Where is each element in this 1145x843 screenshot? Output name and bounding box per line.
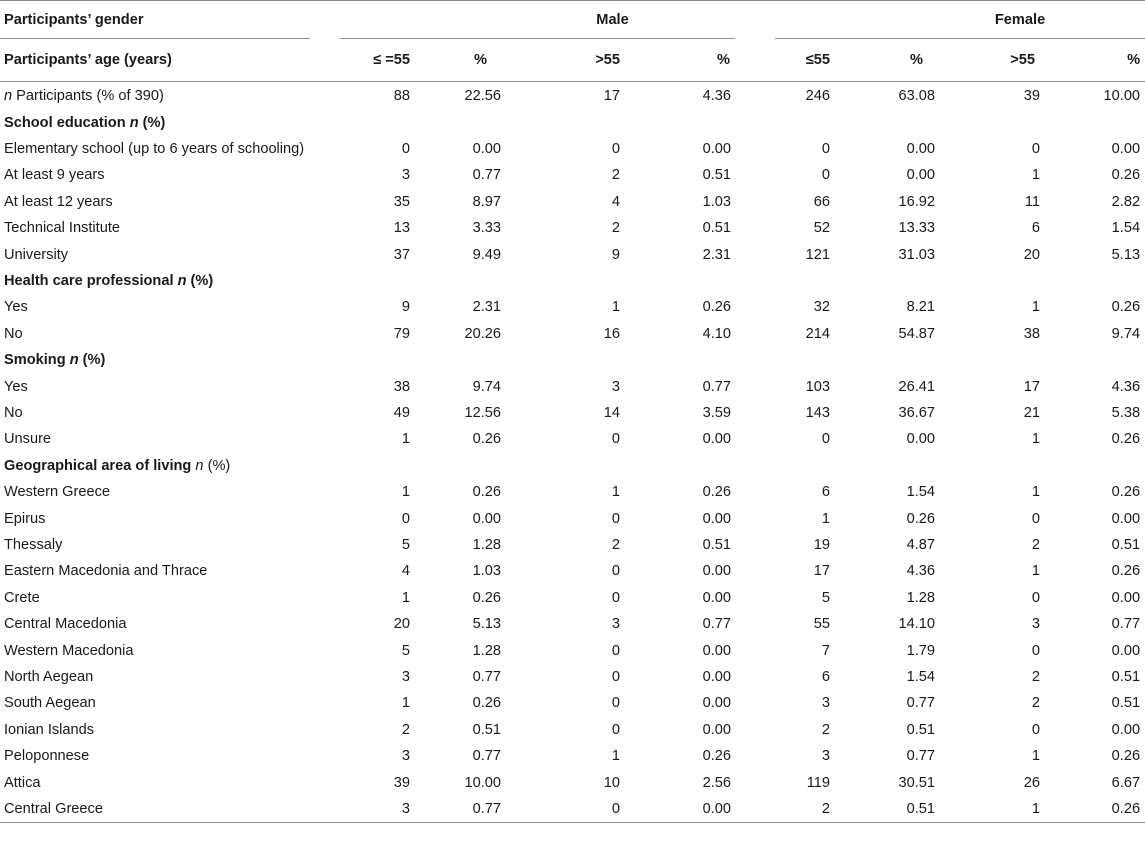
cell: 0.00 (702, 140, 732, 157)
table-row (0, 717, 1145, 743)
table-row (0, 664, 1145, 690)
cell: 5 (401, 642, 410, 659)
cell: 0.51 (472, 721, 501, 738)
cell: 2.31 (702, 246, 732, 263)
table-row (0, 558, 1145, 584)
cell: 0 (401, 140, 410, 157)
col-female-le55-pct: % (910, 52, 924, 68)
table-row (0, 638, 1145, 664)
cell: 0.26 (1111, 431, 1141, 448)
cell: 5.38 (1111, 404, 1141, 421)
cell: 1 (611, 484, 620, 501)
cell: 0.77 (472, 669, 501, 686)
cell: 17 (813, 563, 831, 580)
table-row (0, 506, 1145, 532)
cell: 10.00 (464, 774, 501, 791)
cell: 5 (821, 589, 831, 606)
cell: 0.00 (702, 669, 732, 686)
cell: 10.00 (1103, 87, 1141, 104)
section-title-text: Geographical area of living (4, 457, 192, 474)
table-row (0, 321, 1145, 347)
section-header-row (0, 347, 1145, 373)
cell: 0.77 (410, 796, 515, 823)
cell: 0 (1031, 721, 1041, 738)
cell: 0.00 (702, 563, 732, 580)
cell: 1.54 (1111, 220, 1141, 237)
row-label: At least 12 years (4, 193, 113, 210)
cell: 1 (1031, 748, 1041, 765)
cell: 5 (401, 537, 410, 553)
cell: 31.03 (898, 246, 936, 263)
cell: 0.51 (1111, 669, 1141, 686)
cell: 52 (813, 220, 831, 237)
cell: 9.74 (1111, 325, 1141, 342)
header-row-gender (0, 1, 1145, 40)
cell: 32 (813, 299, 831, 316)
row-label: Epirus (4, 510, 46, 527)
table-row (0, 215, 1145, 241)
cell: 3 (401, 167, 410, 184)
table-row (0, 611, 1145, 637)
cell: 0.00 (906, 167, 936, 184)
table-row (0, 770, 1145, 796)
section-pct: (%) (203, 457, 231, 474)
section-n: n (177, 272, 187, 289)
cell: 2 (735, 796, 830, 823)
cell: 0 (611, 510, 620, 527)
cell: 30.51 (898, 774, 936, 791)
cell: 0.26 (472, 589, 501, 606)
cell: 0.00 (702, 642, 732, 659)
cell: 0.00 (472, 510, 501, 527)
row-label: South Aegean (4, 695, 96, 712)
cell: 0.00 (472, 140, 501, 157)
col-male-gt55: >55 (595, 52, 620, 68)
cell: 0.77 (1111, 616, 1141, 633)
cell: 0 (611, 695, 620, 712)
cell: 1 (1031, 563, 1041, 580)
table-row (0, 294, 1145, 320)
cell: 5.13 (1111, 246, 1141, 263)
table-row (0, 796, 1145, 823)
cell: 0.77 (472, 167, 501, 184)
row-label: No (4, 404, 23, 421)
cell: 0 (821, 431, 831, 448)
cell: 2.56 (702, 774, 732, 791)
cell: 0.00 (1111, 589, 1141, 606)
cell: 2 (611, 537, 620, 553)
cell: 0 (821, 167, 831, 184)
cell: 121 (805, 246, 831, 263)
row-label: Thessaly (4, 537, 63, 553)
cell: 2 (1031, 695, 1041, 712)
cell: 0.26 (1111, 484, 1141, 501)
cell: 0.00 (906, 140, 936, 157)
cell: 4.36 (906, 563, 936, 580)
cell: 1 (1031, 431, 1041, 448)
table-row (0, 585, 1145, 611)
cell: 214 (805, 325, 831, 342)
row-label: Unsure (4, 431, 52, 448)
col-female-gt55-pct: % (1127, 52, 1141, 68)
cell: 19 (813, 537, 831, 553)
table-row (0, 242, 1145, 268)
cell: 1 (611, 748, 620, 765)
gender-label: Participants’ gender (0, 1, 340, 40)
cell: 1 (1031, 484, 1041, 501)
cell: 9 (401, 299, 410, 316)
female-header: Female (735, 1, 1145, 40)
cell: 37 (393, 246, 410, 263)
cell: 3 (611, 378, 620, 395)
row-label: No (4, 325, 23, 342)
cell: 2 (611, 167, 620, 184)
table-row (0, 189, 1145, 215)
row-label: Central Macedonia (4, 616, 127, 633)
cell: 246 (805, 87, 831, 104)
cell: 9.74 (472, 378, 501, 395)
cell: 6 (1031, 220, 1041, 237)
cell: 17 (1023, 378, 1041, 395)
row-label: Peloponnese (4, 748, 90, 765)
cell: 143 (805, 404, 831, 421)
cell: 0.26 (702, 748, 732, 765)
cell: 11 (1024, 193, 1041, 210)
cell: 0 (1031, 642, 1041, 659)
section-pct: (%) (186, 272, 214, 289)
header-row-age (0, 39, 1145, 82)
cell: 8.97 (472, 193, 501, 210)
row-label: At least 9 years (4, 167, 105, 184)
section-pct: (%) (138, 114, 166, 131)
cell: 0.26 (702, 484, 732, 501)
section-n: n (195, 457, 204, 474)
cell: 0 (611, 589, 620, 606)
cell: 21 (1023, 404, 1041, 421)
table-row (0, 162, 1145, 188)
cell: 0.26 (472, 695, 501, 712)
col-female-gt55: >55 (1010, 52, 1036, 68)
cell: 49 (393, 404, 410, 421)
cell: 1.03 (702, 193, 732, 210)
cell: 103 (805, 378, 831, 395)
row-label: Central Greece (0, 796, 340, 823)
cell: 0.00 (1111, 140, 1141, 157)
cell: 1.79 (906, 642, 936, 659)
cell: 0.26 (472, 484, 501, 501)
cell: 16.92 (898, 193, 936, 210)
row-label: Yes (4, 378, 28, 395)
section-title (0, 453, 1145, 479)
cell: 0 (821, 140, 831, 157)
cell: 1 (401, 695, 410, 712)
cell: 16 (603, 325, 620, 342)
cell: 0 (611, 431, 620, 448)
cell: 0.00 (1111, 721, 1141, 738)
cell: 0.00 (620, 796, 735, 823)
cell: 54.87 (898, 325, 936, 342)
cell: 20 (1023, 246, 1041, 263)
cell: 4 (401, 563, 410, 580)
cell: 0.26 (1040, 796, 1145, 823)
participants-label-text: Participants (% of 390) (12, 87, 164, 104)
cell: 0.00 (702, 431, 732, 448)
male-header: Male (340, 1, 735, 40)
cell: 0.00 (702, 589, 732, 606)
cell: 10 (603, 774, 620, 791)
cell: 0.51 (702, 220, 732, 237)
cell: 2.82 (1111, 193, 1141, 210)
cell: 0.51 (906, 721, 936, 738)
cell: 0.77 (702, 616, 732, 633)
cell: 0.26 (1111, 563, 1141, 580)
row-label: Western Greece (4, 484, 110, 501)
section-n: n (129, 114, 139, 131)
cell: 0 (1031, 140, 1041, 157)
cell: 1.28 (472, 642, 501, 659)
section-header-row (0, 110, 1145, 136)
cell: 0.26 (472, 431, 501, 448)
row-label: Western Macedonia (4, 642, 134, 659)
cell: 6.67 (1111, 774, 1141, 791)
participants-n: n (4, 87, 13, 104)
section-pct: (%) (78, 352, 106, 369)
cell: 0 (611, 642, 620, 659)
section-n: n (69, 352, 79, 369)
cell: 0 (611, 721, 620, 738)
cell: 36.67 (898, 404, 936, 421)
cell: 1.03 (472, 563, 501, 580)
cell: 0.51 (702, 167, 732, 184)
cell: 1 (935, 796, 1040, 823)
cell: 38 (1023, 325, 1041, 342)
cell: 0.51 (1111, 537, 1141, 553)
cell: 9.49 (472, 246, 501, 263)
table-row (0, 532, 1145, 558)
cell: 38 (393, 378, 410, 395)
cell: 39 (1023, 87, 1041, 104)
cell: 0.77 (472, 748, 501, 765)
cell: 35 (393, 193, 410, 210)
cell: 26 (1023, 774, 1041, 791)
cell: 1 (611, 299, 620, 316)
cell: 3.59 (702, 404, 732, 421)
cell: 4 (611, 193, 620, 210)
participants-row (0, 82, 1145, 110)
cell: 26.41 (898, 378, 936, 395)
cell: 2 (611, 220, 620, 237)
cell: 22.56 (464, 87, 501, 104)
cell: 3.33 (472, 220, 501, 237)
cell: 2 (401, 721, 410, 738)
cell: 119 (806, 774, 831, 791)
cell: 88 (393, 87, 410, 104)
cell: 3 (401, 669, 410, 686)
cell: 14.10 (898, 616, 936, 633)
col-female-le55: ≤55 (805, 52, 831, 68)
cell: 1 (1031, 167, 1041, 184)
row-label: Elementary school (up to 6 years of schooling) (4, 140, 305, 157)
cell: 0 (611, 669, 620, 686)
table-body (0, 82, 1145, 823)
section-title-text: Smoking (4, 352, 66, 369)
cell: 0.77 (906, 748, 936, 765)
cell: 2 (1031, 537, 1041, 553)
cell: 8.21 (906, 299, 936, 316)
cell: 3 (821, 748, 831, 765)
cell: 17 (603, 87, 620, 104)
cell: 2 (821, 721, 831, 738)
row-label: Eastern Macedonia and Thrace (4, 563, 208, 580)
cell: 0.00 (702, 695, 732, 712)
cell: 14 (603, 404, 620, 421)
cell: 13.33 (898, 220, 936, 237)
cell: 0.51 (1111, 695, 1141, 712)
cell: 0.26 (1111, 299, 1141, 316)
cell: 4.36 (702, 87, 732, 104)
row-label: Ionian Islands (4, 721, 95, 738)
cell: 9 (611, 246, 620, 263)
cell: 3 (821, 695, 831, 712)
cell: 1 (1031, 299, 1041, 316)
section-title-text: Health care professional (4, 272, 174, 289)
cell: 2 (1031, 669, 1041, 686)
cell: 79 (393, 325, 410, 342)
cell: 20.26 (464, 325, 501, 342)
cell: 0.00 (1111, 510, 1141, 527)
cell: 3 (401, 748, 410, 765)
cell: 1 (821, 510, 831, 527)
cell: 0 (401, 510, 410, 527)
cell: 0.00 (1111, 642, 1141, 659)
section-header-row (0, 453, 1145, 479)
section-header-row (0, 268, 1145, 294)
cell: 4.87 (906, 537, 936, 553)
cell: 1 (401, 589, 410, 606)
cell: 2.31 (472, 299, 501, 316)
cell: 1.54 (906, 484, 936, 501)
cell: 66 (813, 193, 831, 210)
table-row (0, 479, 1145, 505)
section-title (0, 110, 1145, 136)
section-title (0, 268, 1145, 294)
cell: 0 (611, 563, 620, 580)
cell: 0 (611, 140, 620, 157)
table-row (0, 690, 1145, 716)
cell: 0.77 (906, 695, 936, 712)
row-label: Attica (4, 774, 41, 791)
section-title-text: School education (4, 114, 126, 131)
cell: 0 (515, 796, 620, 823)
cell: 12.56 (464, 404, 501, 421)
cell: 6 (821, 484, 831, 501)
cell: 63.08 (898, 87, 936, 104)
table-row (0, 743, 1145, 769)
cell: 6 (821, 669, 831, 686)
cell: 1.54 (906, 669, 936, 686)
cell: 55 (813, 616, 831, 633)
cell: 0.26 (1111, 748, 1141, 765)
cell: 3 (1031, 616, 1041, 633)
row-label: Yes (4, 299, 28, 316)
cell: 7 (821, 642, 831, 659)
table-row (0, 400, 1145, 426)
row-label: Technical Institute (4, 220, 121, 237)
cell: 5.13 (472, 616, 501, 633)
col-male-le55: ≤ =55 (373, 52, 410, 68)
cell: 0.51 (830, 796, 935, 823)
participants-label (0, 82, 340, 110)
cell: 4.36 (1111, 378, 1141, 395)
cell: 0.00 (702, 721, 732, 738)
cell: 1.28 (906, 589, 936, 606)
cell: 3 (611, 616, 620, 633)
row-label: Crete (4, 589, 40, 606)
table-row (0, 426, 1145, 452)
age-label: Participants’ age (years) (4, 52, 172, 68)
cell: 39 (393, 774, 410, 791)
cell: 0.26 (906, 510, 936, 527)
table-row (0, 136, 1145, 162)
col-male-le55-pct: % (474, 52, 487, 68)
cell: 20 (393, 616, 410, 633)
cell: 4.10 (702, 325, 732, 342)
cell: 1.28 (472, 537, 501, 553)
cell: 0.26 (702, 299, 732, 316)
cell: 1 (401, 484, 410, 501)
cell: 0.77 (702, 378, 732, 395)
cell: 1 (401, 431, 410, 448)
table-row (0, 374, 1145, 400)
cell: 0 (1031, 510, 1041, 527)
row-label: University (4, 246, 69, 263)
cell: 0.00 (906, 431, 936, 448)
cell: 0.00 (702, 510, 732, 527)
cell: 0 (1031, 589, 1041, 606)
cell: 0.51 (702, 537, 732, 553)
cell: 13 (393, 220, 410, 237)
row-label: North Aegean (4, 669, 94, 686)
cell: 3 (340, 796, 410, 823)
col-male-gt55-pct: % (717, 52, 731, 68)
section-title (0, 347, 1145, 373)
cell: 0.26 (1111, 167, 1141, 184)
